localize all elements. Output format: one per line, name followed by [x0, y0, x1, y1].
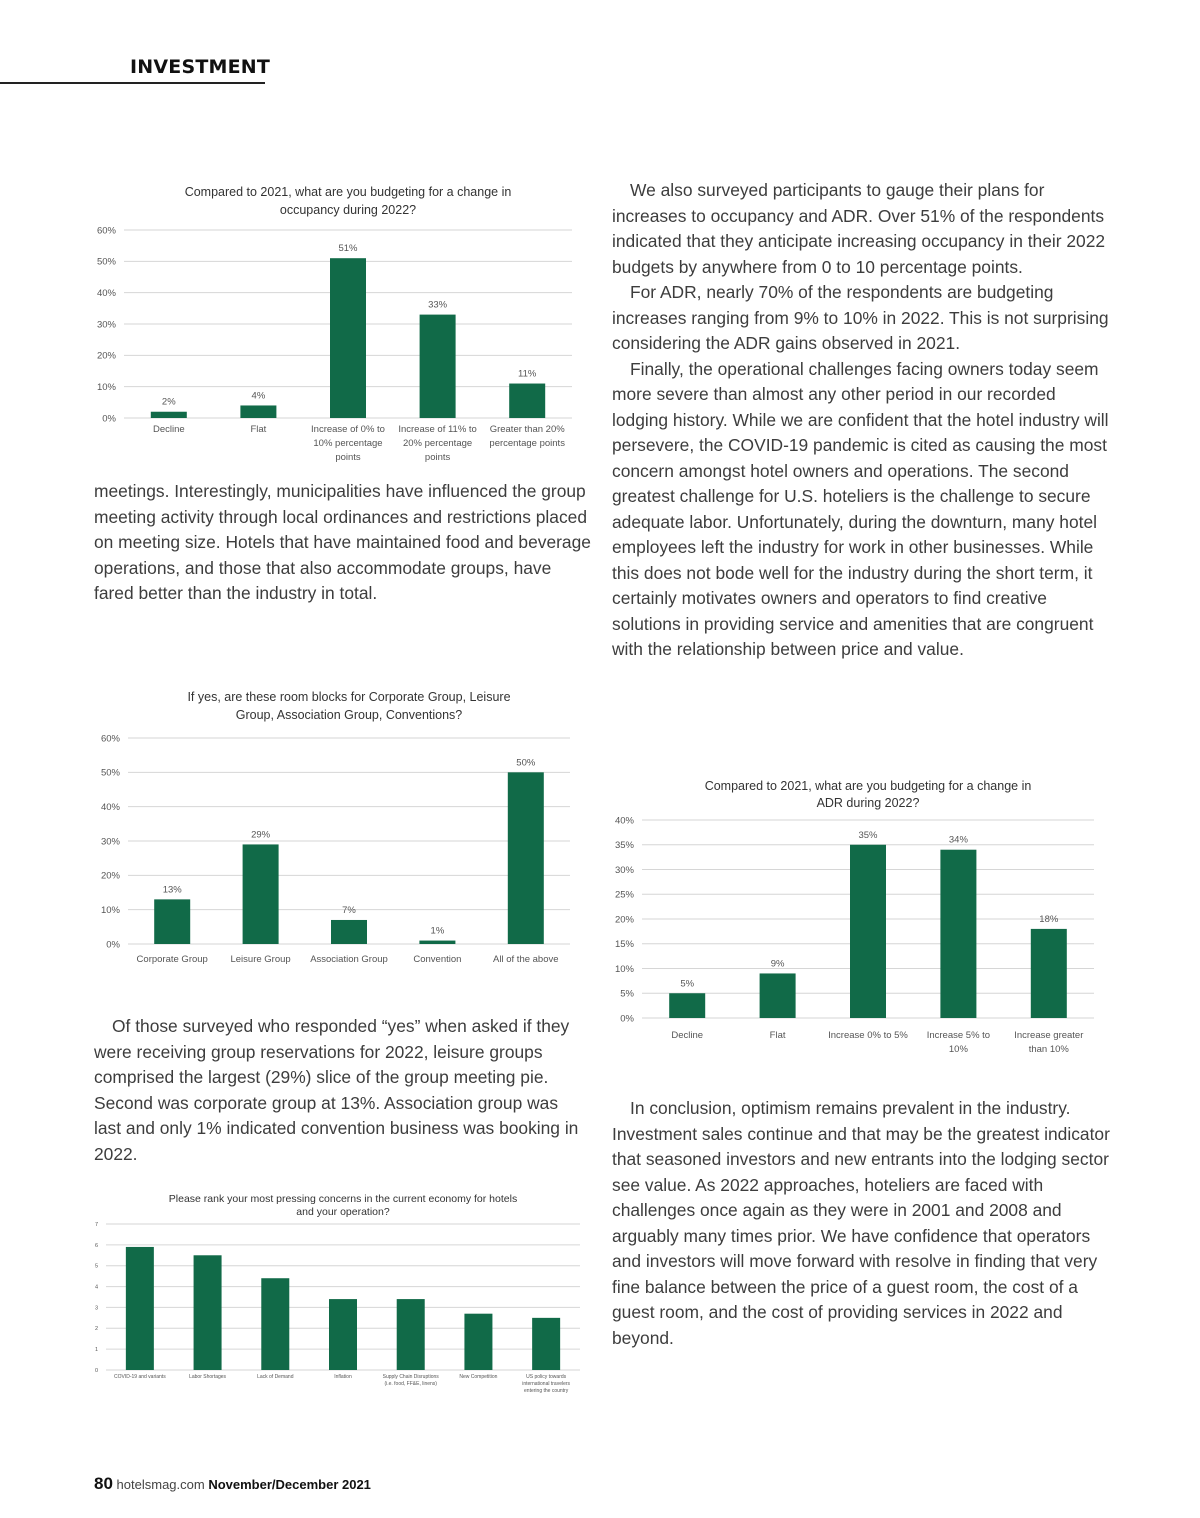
- chart-title-line: and your operation?: [296, 1206, 390, 1218]
- y-tick-label: 40%: [96, 287, 116, 299]
- data-label: 29%: [251, 829, 271, 841]
- bar: [194, 1255, 222, 1370]
- y-tick-label: 4: [94, 1284, 98, 1291]
- y-tick-label: 3: [94, 1305, 98, 1312]
- footer-issue: November/December 2021: [208, 1477, 371, 1492]
- footer-site: hotelsmag.com: [116, 1477, 205, 1492]
- bar: [126, 1247, 154, 1370]
- y-tick-label: 0%: [106, 939, 120, 951]
- chart-title-line: ADR during 2022?: [816, 796, 920, 810]
- category-label: Flat: [769, 1030, 786, 1041]
- category-label: Increase greater: [1014, 1030, 1084, 1041]
- y-tick-label: 40%: [614, 815, 634, 827]
- y-tick-label: 1: [94, 1347, 98, 1354]
- category-label: Association Group: [310, 954, 388, 965]
- bar: [331, 920, 367, 944]
- bar: [330, 258, 366, 418]
- data-label: 33%: [428, 299, 448, 311]
- y-tick-label: 0%: [102, 413, 116, 425]
- category-label: Inflation: [334, 1374, 352, 1380]
- right-text-bottom: [612, 1096, 1112, 1351]
- page-number: 80: [94, 1474, 113, 1493]
- left-paragraph-1-text: meetings. Interestingly, municipalities have influenced the group meeting activity through local ordinances and restrictions placed on meeting size. Hotels that have maintained food and beverage operations, and those that also accommodate groups, have fared better than the industry in total.: [94, 481, 591, 603]
- y-tick-label: 0: [94, 1367, 98, 1374]
- y-tick-label: 15%: [614, 939, 634, 951]
- bar: [1031, 929, 1067, 1018]
- category-label: percentage points: [489, 438, 565, 449]
- data-label: 2%: [161, 396, 176, 408]
- chart-title-line: If yes, are these room blocks for Corporate Group, Leisure: [187, 690, 511, 704]
- category-label: US policy towards: [526, 1374, 567, 1380]
- chart-title-line: Compared to 2021, what are you budgeting for a change in: [704, 779, 1032, 793]
- chart-title-line: Group, Association Group, Conventions?: [235, 708, 463, 722]
- y-tick-label: 0%: [620, 1013, 634, 1025]
- chart-svg: [612, 774, 1104, 1074]
- category-label: Labor Shortages: [189, 1374, 227, 1380]
- y-tick-label: 20%: [96, 350, 116, 362]
- left-paragraph-2: [94, 1014, 584, 1167]
- bar: [940, 850, 976, 1018]
- y-tick-label: 20%: [614, 914, 634, 926]
- right-paragraph-2: For ADR, nearly 70% of the respondents are budgeting increases ranging from 9% to 10% in 2022. This is not surprising considering the ADR gains observed in 2021.: [612, 282, 1109, 353]
- bar: [850, 845, 886, 1018]
- category-label: COVID-19 and variants: [114, 1374, 166, 1380]
- y-tick-label: 10%: [614, 963, 634, 975]
- chart-svg: [90, 182, 590, 474]
- y-tick-label: 30%: [100, 836, 120, 848]
- data-label: 13%: [162, 884, 182, 896]
- right-text-top: [612, 178, 1112, 663]
- category-label: points: [335, 452, 361, 463]
- category-label: Increase 0% to 5%: [828, 1030, 908, 1041]
- category-label: Lack of Demand: [257, 1374, 294, 1380]
- y-tick-label: 10%: [100, 904, 120, 916]
- data-label: 5%: [680, 978, 695, 990]
- bar: [151, 412, 187, 418]
- chart-title-line: Compared to 2021, what are you budgeting for a change in: [184, 185, 512, 199]
- section-rule: [0, 82, 265, 84]
- chart-svg: [90, 1186, 584, 1398]
- category-label: Leisure Group: [230, 954, 291, 965]
- y-tick-label: 35%: [614, 840, 634, 852]
- data-label: 51%: [338, 243, 358, 255]
- y-tick-label: 5%: [620, 988, 634, 1000]
- y-tick-label: 30%: [614, 864, 634, 876]
- y-tick-label: 50%: [96, 256, 116, 268]
- category-label: (i.e. food, FF&E, linens): [384, 1381, 437, 1387]
- category-label: All of the above: [493, 954, 559, 965]
- bar: [760, 973, 796, 1018]
- y-tick-label: 60%: [96, 225, 116, 237]
- category-label: New Competition: [459, 1374, 498, 1380]
- bar: [154, 899, 190, 944]
- category-label: 20% percentage: [402, 438, 473, 449]
- room-blocks-chart: [90, 682, 584, 972]
- occupancy-chart: [90, 182, 590, 474]
- bar: [329, 1299, 357, 1370]
- right-paragraph-3: Finally, the operational challenges facing owners today seem more severe than almost any other period in our recorded lodging history. While we are confident that the hotel industry will persevere, the COVID-19 pandemic is cited as causing the most concern amongst hotel owners and operations. The second greatest challenge for U.S. hoteliers is the challenge to secure adequate labor. Unfortunately, during the downturn, many hotel employees left the industry for work in other businesses. While this does not bode well for the industry during the short term, it certainly motivates owners and operators to find creative solutions in providing service and amenities that are congruent with the relationship between price and value.: [612, 358, 1109, 659]
- category-label: Increase of 0% to: [311, 424, 385, 435]
- category-label: 10% percentage: [313, 438, 383, 449]
- data-label: 35%: [858, 829, 878, 841]
- right-paragraph-4: In conclusion, optimism remains prevalent in the industry. Investment sales continue and that may be the greatest indicator that seasoned investors and new entrants into the lodging sector see value. As 2022 approaches, hoteliers are faced with challenges once again as they were in 2001 and 2008 and arguably many times prior. We have confidence that operators and investors will move forward with resolve in finding that very fine balance between the price of a guest room, the cost of a guest room, and the cost of providing services in 2022 and beyond.: [612, 1098, 1110, 1348]
- data-label: 7%: [342, 904, 356, 916]
- category-label: Convention: [413, 954, 462, 965]
- category-label: Increase of 11% to: [398, 424, 477, 435]
- data-label: 50%: [516, 757, 536, 769]
- y-tick-label: 7: [94, 1221, 98, 1228]
- y-tick-label: 10%: [96, 381, 116, 393]
- category-label: Greater than 20%: [489, 424, 565, 435]
- data-label: 9%: [770, 958, 785, 970]
- y-tick-label: 40%: [100, 801, 120, 813]
- bar: [419, 941, 455, 944]
- y-tick-label: 60%: [100, 733, 120, 745]
- y-tick-label: 2: [94, 1326, 98, 1333]
- chart-title-line: Please rank your most pressing concerns in the current economy for hotels: [168, 1193, 518, 1205]
- bar: [240, 405, 276, 418]
- left-paragraph-2-text: Of those surveyed who responded “yes” when asked if they were receiving group reservations for 2022, leisure groups comprised the largest (29%) slice of the group meeting pie. Second was corporate group at 13%. Association group was last and only 1% indicated convention business was booking in 2022.: [94, 1016, 579, 1164]
- data-label: 1%: [430, 925, 445, 937]
- category-label: Flat: [250, 424, 267, 435]
- bar: [397, 1299, 425, 1370]
- category-label: Increase 5% to: [926, 1030, 991, 1041]
- y-tick-label: 5: [94, 1263, 98, 1270]
- bar: [508, 772, 544, 944]
- category-label: Decline: [152, 424, 185, 435]
- left-paragraph-1: [94, 479, 594, 607]
- data-label: 34%: [948, 834, 968, 846]
- bar: [532, 1318, 560, 1370]
- y-tick-label: 30%: [96, 319, 116, 331]
- concerns-chart: [90, 1186, 584, 1398]
- category-label: Decline: [671, 1030, 704, 1041]
- bar: [261, 1278, 289, 1370]
- data-label: 4%: [251, 390, 266, 402]
- bar: [243, 844, 279, 944]
- adr-chart: [612, 774, 1104, 1074]
- category-label: 10%: [948, 1044, 968, 1055]
- chart-svg: [90, 682, 584, 972]
- bar: [464, 1314, 492, 1370]
- bar: [669, 993, 705, 1018]
- category-label: entering the country: [524, 1388, 569, 1394]
- category-label: Supply Chain Disruptions: [382, 1374, 439, 1380]
- chart-title-line: occupancy during 2022?: [279, 203, 417, 217]
- y-tick-label: 25%: [614, 889, 634, 901]
- y-tick-label: 50%: [100, 767, 120, 779]
- y-tick-label: 20%: [100, 870, 120, 882]
- data-label: 11%: [518, 368, 537, 380]
- data-label: 18%: [1039, 913, 1059, 925]
- page-footer: [94, 1474, 371, 1494]
- category-label: points: [424, 452, 451, 463]
- y-tick-label: 6: [94, 1242, 98, 1249]
- right-paragraph-1: We also surveyed participants to gauge their plans for increases to occupancy and ADR. Over 51% of the respondents indicated that they anticipate increasing occupancy in their 2022 budgets by anywhere from 0 to 10 percentage points.: [612, 180, 1106, 277]
- category-label: Corporate Group: [136, 954, 208, 965]
- section-label: INVESTMENT: [130, 56, 271, 78]
- bar: [509, 384, 545, 418]
- bar: [420, 315, 456, 418]
- category-label: international travelers: [522, 1381, 571, 1387]
- category-label: than 10%: [1028, 1044, 1069, 1055]
